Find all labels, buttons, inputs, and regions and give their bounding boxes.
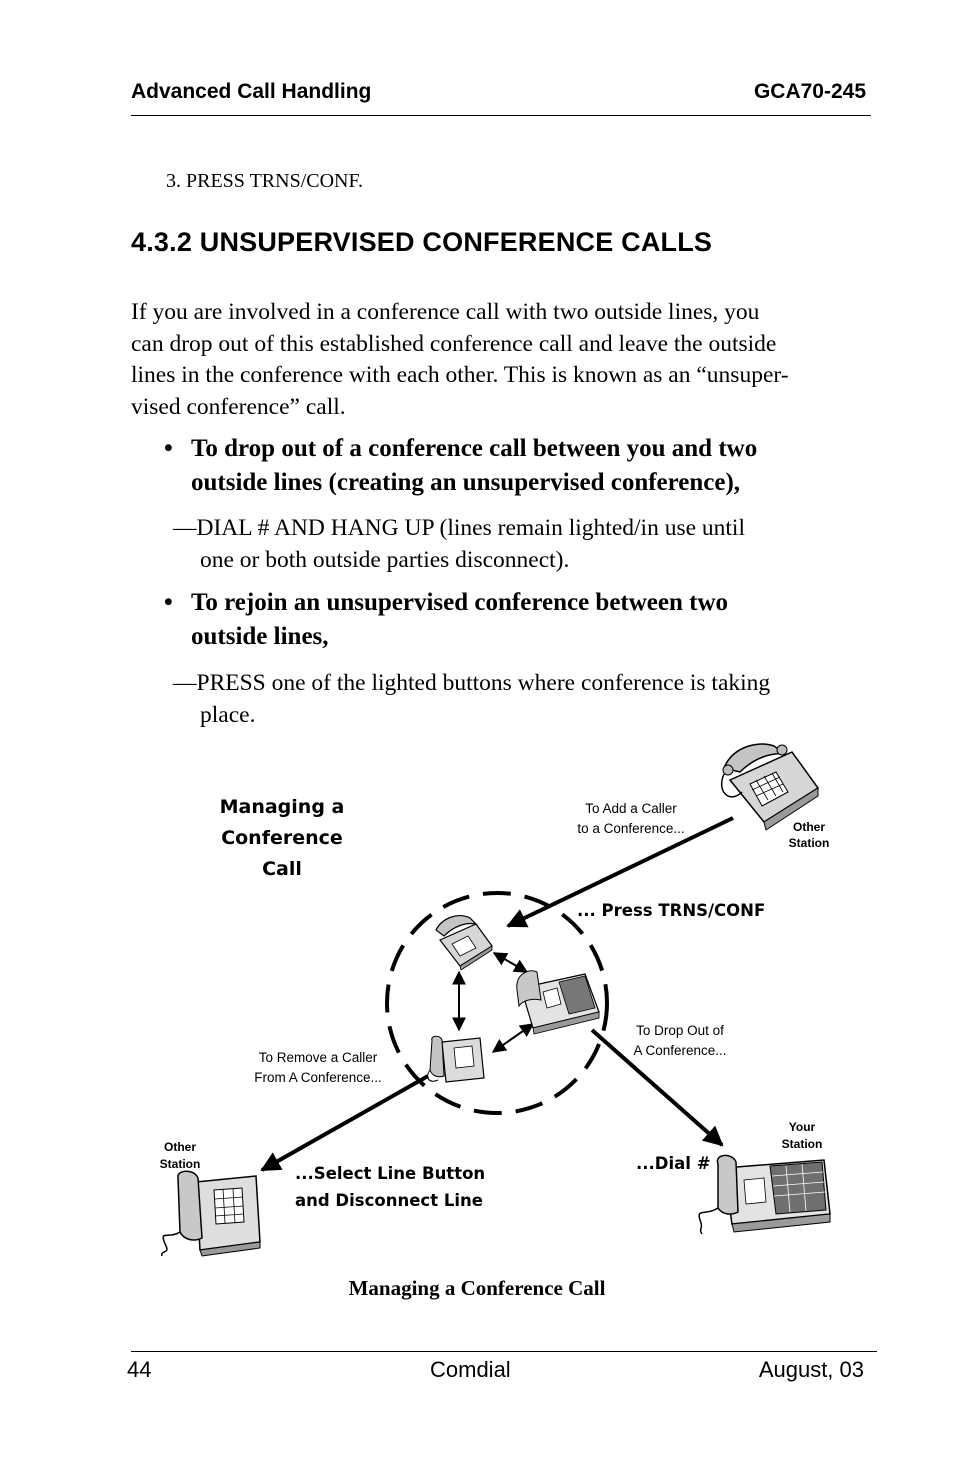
section-title: 4.3.2 UNSUPERVISED CONFERENCE CALLS — [131, 227, 713, 257]
arrow-inner-3 — [493, 1024, 533, 1052]
figure-caption: Managing a Conference Call — [348, 1276, 606, 1300]
label-line: Station — [788, 836, 830, 850]
bullet-drop-out — [164, 432, 864, 500]
label-line: To Remove a Caller — [258, 1050, 378, 1065]
footer-date: August, 03 — [758, 1357, 864, 1382]
label-remove-caller — [244, 1048, 392, 1088]
footer-company: Comdial — [430, 1357, 511, 1382]
label-line: Your — [788, 1120, 816, 1134]
instruction-line: one or both outside parties disconnect). — [200, 546, 570, 573]
bullet-line: To rejoin an unsupervised conference between two — [191, 589, 729, 616]
label-line: ...Select Line Button — [295, 1164, 486, 1183]
label-line: Other — [792, 820, 825, 834]
bullet-marker: • — [164, 589, 173, 616]
label-line: to a Conference... — [577, 821, 685, 836]
label-line: To Drop Out of — [636, 1023, 724, 1038]
multiline-telephone-icon — [517, 971, 599, 1034]
multiline-telephone-icon — [699, 1155, 830, 1234]
running-header-doc-id: GCA70-245 — [753, 80, 866, 103]
paragraph-line: lines in the conference with each other. This is known as an “unsuper- — [131, 362, 789, 388]
bullet-rejoin — [164, 586, 864, 654]
page-number: 44 — [127, 1357, 152, 1382]
figure-heading-line: Call — [262, 858, 302, 880]
instruction-rejoin — [173, 668, 863, 731]
label-line: Other — [163, 1140, 196, 1154]
instruction-line: —DIAL # AND HANG UP (lines remain lighted/in use until — [173, 515, 745, 541]
figure-heading-line: Managing a — [219, 796, 345, 818]
label-your-station — [772, 1119, 832, 1153]
label-other-station-top — [778, 819, 840, 851]
arrow-remove-caller — [262, 1076, 428, 1170]
telephone-icon — [428, 1036, 484, 1082]
instruction-drop-out — [173, 513, 863, 576]
label-line: A Conference... — [633, 1043, 727, 1058]
step-3: 3. PRESS TRNS/CONF. — [166, 170, 363, 192]
header-rule — [131, 115, 871, 116]
label-add-caller — [566, 799, 696, 839]
label-line: To Add a Caller — [585, 801, 677, 816]
label-drop-out — [622, 1021, 738, 1061]
running-header-title: Advanced Call Handling — [131, 80, 372, 103]
bullet-line: outside lines, — [191, 623, 329, 650]
bullet-line: To drop out of a conference call between you and two — [191, 435, 758, 462]
paragraph-line: can drop out of this established conference call and leave the outside — [131, 330, 777, 357]
label-line: and Disconnect Line — [295, 1191, 483, 1210]
footer-rule — [131, 1351, 877, 1352]
bullet-marker: • — [164, 435, 173, 462]
arrow-inner-1 — [494, 953, 527, 972]
figure-heading-line: Conference — [221, 827, 343, 849]
figure-heading — [199, 792, 365, 885]
label-line: From A Conference... — [254, 1070, 382, 1085]
telephone-icon — [436, 916, 492, 970]
label-press-trns-conf: ... Press TRNS/CONF — [577, 901, 766, 920]
telephone-icon — [722, 744, 818, 830]
label-line: Station — [781, 1137, 823, 1151]
label-other-station-left — [150, 1139, 210, 1173]
paragraph-line: If you are involved in a conference call with two outside lines, you — [131, 299, 760, 325]
paragraph-line: vised conference” call. — [131, 393, 346, 420]
label-line: Station — [159, 1157, 201, 1171]
bullet-line: outside lines (creating an unsupervised conference), — [191, 469, 741, 496]
label-select-line-button — [295, 1160, 485, 1214]
telephone-icon — [162, 1171, 260, 1256]
intro-paragraph — [131, 297, 871, 423]
instruction-line: place. — [200, 701, 256, 728]
label-dial: ...Dial # — [636, 1154, 711, 1173]
instruction-line: —PRESS one of the lighted buttons where conference is taking — [173, 670, 771, 696]
